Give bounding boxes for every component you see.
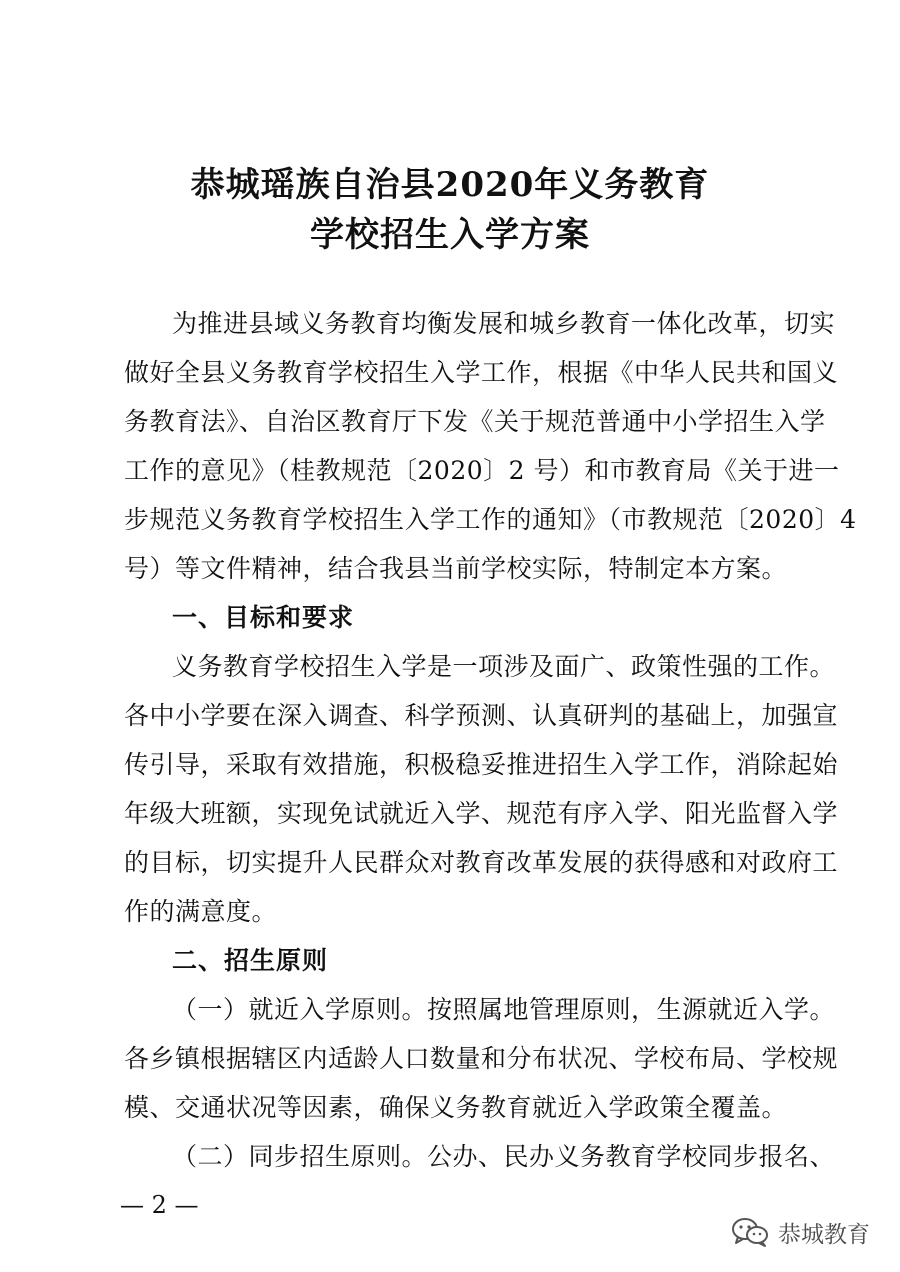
paragraph-3-line-2: 各乡镇根据辖区内适龄人口数量和分布状况、学校布局、学校规 xyxy=(124,1044,839,1073)
wechat-icon xyxy=(730,1216,770,1248)
paragraph-1-line-2: 做好全县义务教育学校招生入学工作，根据《中华人民共和国义 xyxy=(124,358,839,387)
paragraph-2-line-2: 各中小学要在深入调查、科学预测、认真研判的基础上，加强宣 xyxy=(124,701,839,730)
watermark xyxy=(730,1214,870,1250)
paragraph-1-line-4: 工作的意见》（桂教规范〔2020〕2 号）和市教育局《关于进一 xyxy=(124,456,840,485)
paragraph-2-line-3: 传引导，采取有效措施，积极稳妥推进招生入学工作，消除起始 xyxy=(124,750,839,779)
section-heading-goals: 一、目标和要求 xyxy=(172,603,355,632)
paragraph-2-line-6: 作的满意度。 xyxy=(124,897,278,926)
paragraph-1-line-6: 号）等文件精神，结合我县当前学校实际，特制定本方案。 xyxy=(124,554,788,583)
document-title-line-2: 学校招生入学方案 xyxy=(310,215,590,255)
paragraph-3-line-3: 模、交通状况等因素，确保义务教育就近入学政策全覆盖。 xyxy=(124,1093,788,1122)
paragraph-1-line-5: 步规范义务教育学校招生入学工作的通知》（市教规范〔2020〕4 xyxy=(124,505,857,534)
page-number: — 2 — xyxy=(120,1191,199,1219)
paragraph-2-line-4: 年级大班额，实现免试就近入学、规范有序入学、阳光监督入学 xyxy=(124,799,839,828)
watermark-text: 恭城教育 xyxy=(778,1221,870,1248)
paragraph-2-line-1: 义务教育学校招生入学是一项涉及面广、政策性强的工作。 xyxy=(172,652,836,681)
paragraph-4-line-1: （二）同步招生原则。公办、民办义务教育学校同步报名、 xyxy=(172,1142,836,1171)
paragraph-2-line-5: 的目标，切实提升人民群众对教育改革发展的获得感和对政府工 xyxy=(124,848,839,877)
document-title-line-1: 恭城瑶族自治县2020年义务教育 xyxy=(190,165,710,205)
paragraph-1-line-3: 务教育法》、自治区教育厅下发《关于规范普通中小学招生入学 xyxy=(124,407,826,436)
section-heading-principles: 二、招生原则 xyxy=(172,946,329,975)
paragraph-1-line-1: 为推进县域义务教育均衡发展和城乡教育一体化改革，切实 xyxy=(172,309,836,338)
paragraph-3-line-1: （一）就近入学原则。按照属地管理原则，生源就近入学。 xyxy=(172,995,836,1024)
